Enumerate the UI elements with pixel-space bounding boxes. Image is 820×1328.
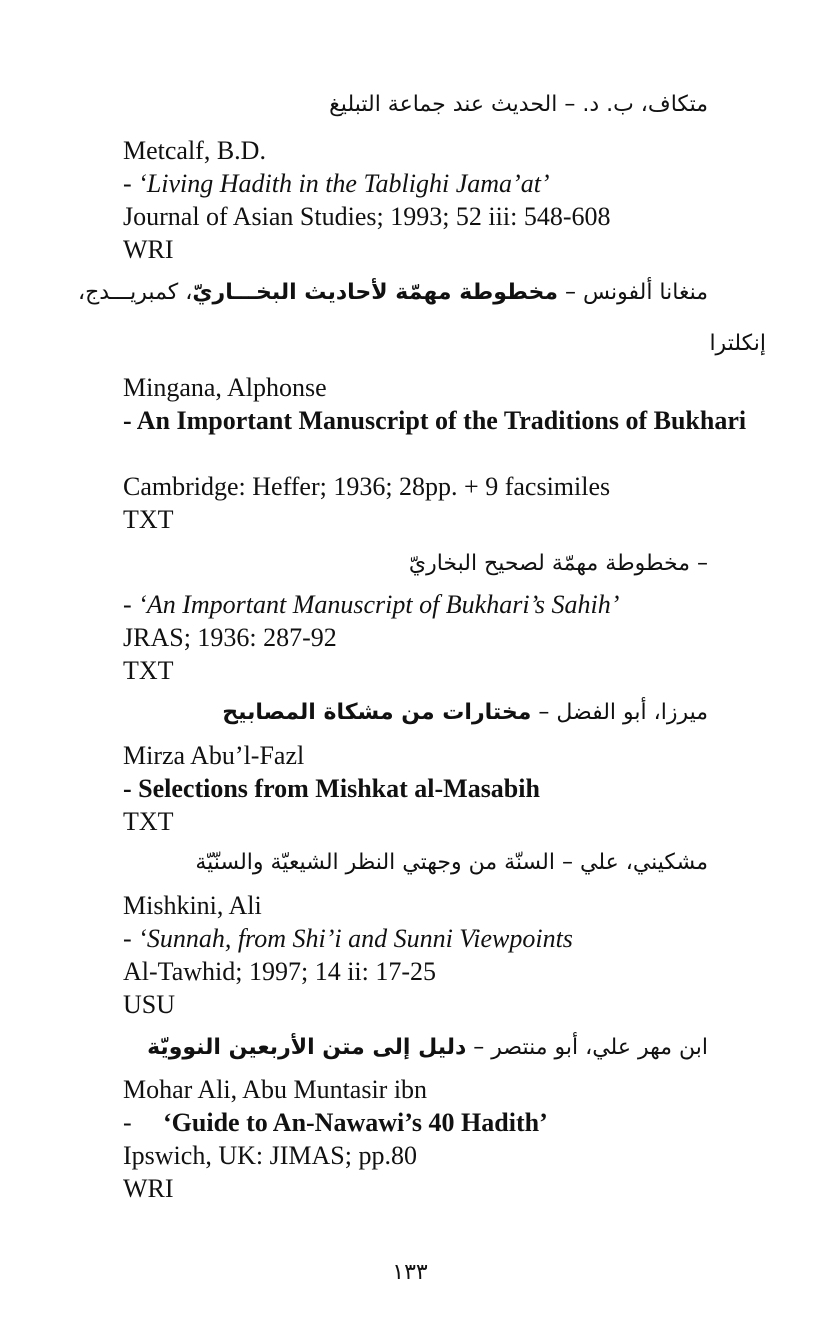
arabic-author-mingana: منغانا ألفونس – [557,280,708,305]
page-number: ١٣٣ [392,1260,428,1285]
code-mirza: TXT [123,807,174,836]
code-mingana: TXT [123,505,174,534]
arabic-place-mingana: ، كمبريـــدج، [77,280,193,305]
arabic-title-mohar-ali: دليل إلى متن الأربعين النوويّة [147,1035,467,1060]
arabic-heading-mingana-cont: إنكلترا [709,331,766,356]
arabic-title-mirza: مختارات من مشكاة المصابيح [222,700,532,725]
arabic-heading-metcalf: متكاف، ب. د. – الحديث عند جماعة التبليغ [329,92,708,117]
publication-metcalf: Journal of Asian Studies; 1993; 52 iii: 548-608 [123,202,611,231]
title-mishkini: - ‘Sunnah, from Shi’i and Sunni Viewpoints [123,924,573,953]
author-mohar-ali: Mohar Ali, Abu Muntasir ibn [123,1075,428,1104]
arabic-author-mohar-ali: ابن مهر علي، أبو منتصر – [466,1035,708,1060]
publication2-mingana: JRAS; 1936: 287-92 [123,623,337,652]
arabic-subheading-mingana: – مخطوطة مهمّة لصحيح البخاريّ [408,551,708,576]
author-mirza: Mirza Abu’l-Fazl [123,741,305,770]
author-mishkini: Mishkini, Ali [123,891,262,920]
code-mishkini: USU [123,990,176,1019]
arabic-heading-mirza [222,696,708,730]
title-mirza: - Selections from Mishkat al-Masabih [123,774,540,803]
arabic-heading-mishkini: مشكيني، علي – السنّة من وجهتي النظر الشيعيّة والسنّيّة [195,850,708,875]
code-mohar-ali: WRI [123,1174,174,1203]
title-text-mohar-ali: ‘Guide to An-Nawawi’s 40 Hadith’ [163,1108,548,1137]
publication-mohar-ali: Ipswich, UK: JIMAS; pp.80 [123,1141,417,1170]
code-metcalf: WRI [123,235,174,264]
arabic-title-mingana: مخطوطة مهمّة لأحاديث البخـــاريّ [192,280,558,305]
title-mohar-ali [123,1106,548,1140]
publication-mishkini: Al-Tawhid; 1997; 14 ii: 17-25 [123,957,437,986]
author-metcalf: Metcalf, B.D. [123,136,266,165]
arabic-author-mirza: ميرزا، أبو الفضل – [531,700,708,725]
arabic-heading-mohar-ali [147,1031,708,1065]
title-metcalf: - ‘Living Hadith in the Tablighi Jama’at’ [123,169,550,198]
publication-mingana: Cambridge: Heffer; 1936; 28pp. + 9 facsimiles [123,472,611,501]
arabic-heading-mingana [78,276,708,310]
code2-mingana: TXT [123,656,174,685]
title-mingana: - An Important Manuscript of the Traditions of Bukhari [123,406,747,435]
title-dash-mohar-ali: - [123,1108,132,1137]
author-mingana: Mingana, Alphonse [123,373,327,402]
title2-mingana: - ‘An Important Manuscript of Bukhari’s Sahih’ [123,590,620,619]
